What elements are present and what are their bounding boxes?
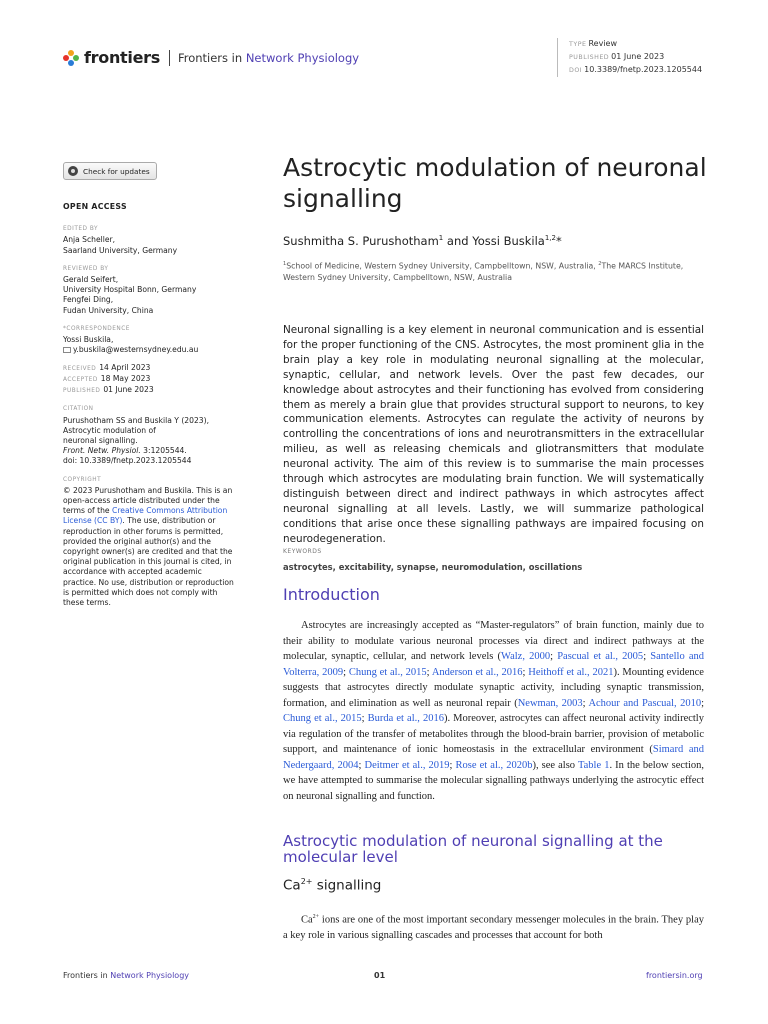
section-heading-molecular: Astrocytic modulation of neuronal signalling at the molecular level bbox=[283, 832, 663, 866]
body-text: ; bbox=[701, 697, 704, 709]
affiliation-marker: 1 bbox=[283, 261, 287, 267]
body-text: ; bbox=[550, 651, 558, 662]
correspondence-email[interactable]: y.buskila@westernsydney.edu.au bbox=[73, 345, 199, 355]
body-text: ; bbox=[449, 759, 456, 771]
footer-journal-name: Network Physiology bbox=[110, 971, 190, 980]
citation-journal: Front. Netw. Physiol. bbox=[63, 446, 141, 456]
heading-text: Ca bbox=[283, 877, 301, 894]
reference-link[interactable]: Anderson et al., 2016 bbox=[431, 666, 523, 678]
meta-published-value: 01 June 2023 bbox=[611, 52, 665, 61]
journal-prefix: Frontiers in bbox=[177, 50, 243, 65]
journal-title: Network Physiology bbox=[245, 50, 360, 65]
accepted-label: ACCEPTED bbox=[63, 377, 98, 384]
body-text: ; bbox=[643, 651, 651, 662]
meta-published bbox=[569, 51, 702, 64]
citation-line: neuronal signalling. bbox=[63, 436, 138, 446]
reference-link[interactable]: Santello and Volterra, 2009 bbox=[283, 651, 705, 678]
reference-link[interactable]: Walz, 2000 bbox=[501, 651, 551, 662]
envelope-icon bbox=[63, 347, 71, 353]
reference-link[interactable]: Chung et al., 2015 bbox=[348, 666, 427, 678]
brand-wordmark: frontiers bbox=[84, 48, 160, 67]
published-value: 01 June 2023 bbox=[103, 385, 154, 395]
reviewer-affiliation: Fudan University, China bbox=[63, 305, 154, 315]
corresponding-marker: * bbox=[555, 234, 562, 248]
reference-link[interactable]: Simard and Nedergaard, 2004 bbox=[283, 744, 704, 771]
body-text: ions are one of the most important secondary messenger molecules in the brain. They play a key role in various signalling cascades and processes that account for both bbox=[283, 914, 704, 941]
meta-doi-value[interactable]: 10.3389/fnetp.2023.1205544 bbox=[584, 65, 703, 74]
check-updates-label: Check for updates bbox=[83, 166, 150, 176]
reference-link[interactable]: Burda et al., 2016 bbox=[367, 713, 444, 724]
body-text: Ca bbox=[301, 914, 313, 926]
copyright-post: . The use, distribution or reproduction in other forums is permitted, provided the original author(s) and the copyright owner(s) are credited and that the original publication in this journal is cited, in accordance with accepted academic practice. No use, distribution or reproduction is permitted which does not comply with these terms. bbox=[63, 516, 234, 608]
author-name[interactable]: Yossi Buskila bbox=[472, 234, 545, 248]
reviewer-affiliation: University Hospital Bonn, Germany bbox=[63, 285, 197, 295]
cc-by-license-link[interactable]: Creative Commons Attribution License (CC BY) bbox=[63, 506, 228, 526]
body-text: ; bbox=[426, 666, 432, 678]
footer-journal-prefix: Frontiers in bbox=[63, 971, 111, 980]
meta-doi-label: DOI bbox=[569, 67, 583, 74]
copyright-label: COPYRIGHT bbox=[63, 476, 102, 483]
heading-superscript: 2+ bbox=[300, 877, 313, 886]
copyright-pre: © 2023 Purushotham and Buskila. This is an open-access article distributed under the terms of the bbox=[63, 485, 233, 516]
footer-journal[interactable] bbox=[63, 971, 189, 980]
body-text: ; bbox=[358, 759, 365, 771]
affiliation-text: The MARCS Institute, Western Sydney University, Campbelltown, NSW, Australia bbox=[283, 261, 684, 282]
accepted-value: 18 May 2023 bbox=[100, 374, 151, 384]
reference-link[interactable]: Chung et al., 2015 bbox=[283, 713, 362, 724]
superscript: 2+ bbox=[312, 914, 320, 920]
body-text: ), see also bbox=[532, 759, 578, 771]
reviewed-by bbox=[63, 264, 235, 316]
affiliations bbox=[283, 259, 708, 283]
edited-by-label: EDITED BY bbox=[63, 226, 99, 233]
reference-link[interactable]: Rose et al., 2020b bbox=[455, 759, 533, 771]
reference-link[interactable]: Heithoff et al., 2021 bbox=[528, 666, 614, 678]
reference-link[interactable]: Newman, 2003 bbox=[517, 697, 583, 709]
meta-doi[interactable] bbox=[569, 64, 702, 77]
keywords: astrocytes, excitability, synapse, neuromodulation, oscillations bbox=[283, 562, 583, 572]
editor-affiliation: Saarland University, Germany bbox=[63, 245, 178, 255]
page-number: 01 bbox=[374, 971, 386, 980]
body-text: . In the below section, we have attempted to summarise the molecular signalling pathways underlying the astrocytic effect on neuronal signalling and function. bbox=[283, 759, 704, 802]
introduction-paragraph bbox=[283, 618, 704, 804]
correspondence-label: *CORRESPONDENCE bbox=[63, 325, 130, 332]
article-title: Astrocytic modulation of neuronal signalling bbox=[283, 153, 707, 213]
body-text: ). Moreover, astrocytes can affect neuronal activity indirectly via regulation of the transfer of metabolites through the blood-brain barrier, provision of metabolic support, and maintenance of ionic homeostasis in the extracellular environment ( bbox=[283, 713, 704, 755]
meta-type-value: Review bbox=[588, 39, 618, 48]
footer-site-link[interactable]: frontiersin.org bbox=[646, 971, 703, 980]
author-affiliation-marker: 1 bbox=[438, 234, 444, 243]
reviewer-name: Gerald Seifert, bbox=[63, 275, 119, 285]
sidebar bbox=[63, 202, 235, 616]
received-label: RECEIVED bbox=[63, 366, 97, 373]
affiliation-text: School of Medicine, Western Sydney University, Campbelltown, NSW, Australia, bbox=[286, 261, 599, 271]
meta-type bbox=[569, 38, 702, 51]
reviewed-by-label: REVIEWED BY bbox=[63, 265, 109, 272]
correspondence bbox=[63, 324, 235, 356]
reference-link[interactable]: Deitmer et al., 2019 bbox=[364, 759, 450, 771]
citation-line: Astrocytic modulation of bbox=[63, 425, 156, 435]
frontiers-logo-icon bbox=[63, 50, 79, 66]
citation-journal-line bbox=[63, 446, 235, 456]
reviewer-name: Fengfei Ding, bbox=[63, 295, 114, 305]
abstract: Neuronal signalling is a key element in neuronal communication and is essential for the proper functioning of the CNS. Astrocytes, the most prominent glia in the brain play a key role in modulating neuronal signalling at the molecular, synaptic, cellular, and network levels. Over the past few decades, our knowledge about astrocytes and their functioning has evolved from considering them as merely a brain glue that provides structural support to neurons, to key communication elements. Astrocytes can regulate the activity of neurons by controlling the concentrations of ions and neurotransmitters in the extracellular milieu, as well as releasing chemicals and gliotransmitters that modulate neuronal activity. The aim of this review is to summarise the main processes through which astrocytes are modulating brain function. We will systematically distinguish between direct and indirect pathways in which astrocytes affect neuronal signalling at all levels. Lastly, we will summarize pathological conditions that arise once these signalling pathways are impaired focusing on neurodegeneration. bbox=[283, 324, 704, 545]
author-name[interactable]: Sushmitha S. Purushotham bbox=[283, 234, 439, 248]
copyright-text bbox=[63, 486, 235, 608]
check-for-updates-button[interactable] bbox=[63, 162, 157, 180]
journal-name[interactable] bbox=[178, 51, 359, 65]
received-date bbox=[63, 363, 235, 374]
header-divider bbox=[169, 50, 170, 66]
editor-name: Anja Scheller, bbox=[63, 235, 116, 245]
article-dates bbox=[63, 363, 235, 396]
reference-link[interactable]: Pascual et al., 2005 bbox=[557, 651, 644, 662]
meta-published-label: PUBLISHED bbox=[569, 54, 610, 61]
subsection-heading-ca-signalling bbox=[283, 877, 381, 894]
author-affiliation-marker: 1,2 bbox=[544, 234, 556, 243]
open-access-label: OPEN ACCESS bbox=[63, 202, 127, 211]
citation-label: CITATION bbox=[63, 406, 94, 413]
keywords-label: KEYWORDS bbox=[283, 548, 322, 555]
body-text: ; bbox=[361, 713, 368, 724]
meta-type-label: TYPE bbox=[569, 41, 587, 48]
correspondence-name: Yossi Buskila, bbox=[63, 335, 114, 345]
article-meta bbox=[557, 38, 702, 77]
received-value: 14 April 2023 bbox=[99, 363, 151, 373]
published-date bbox=[63, 385, 235, 396]
citation bbox=[63, 404, 235, 466]
table-link[interactable]: Table 1 bbox=[577, 759, 610, 771]
section-heading-introduction: Introduction bbox=[283, 585, 380, 604]
published-label: PUBLISHED bbox=[63, 388, 101, 395]
body-text: ). Mounting evidence suggests that astrocytes directly modulate synaptic activity, including synaptic transmission, formation, and elimination as well as neuronal repair ( bbox=[283, 666, 704, 709]
accepted-date bbox=[63, 374, 235, 385]
reference-link[interactable]: Achour and Pascual, 2010 bbox=[588, 697, 702, 709]
authors bbox=[283, 234, 562, 248]
citation-line: Purushotham SS and Buskila Y (2023), bbox=[63, 415, 209, 425]
citation-doi[interactable]: doi: 10.3389/fnetp.2023.1205544 bbox=[63, 456, 192, 466]
edited-by bbox=[63, 224, 235, 256]
body-text: Astrocytes are increasingly accepted as “Master-regulators” of brain function, mainly due to their ability to modulate various neuronal processes via direct and indirect pathways at the molecular, synaptic, cellular, and network levels ( bbox=[283, 620, 704, 662]
body-text: ; bbox=[522, 666, 529, 678]
frontiers-logo[interactable] bbox=[63, 48, 359, 67]
affiliation-marker: 2 bbox=[598, 261, 602, 267]
citation-volume: 3:1205544. bbox=[140, 446, 187, 456]
ca-signalling-paragraph bbox=[283, 910, 704, 944]
body-text: ; bbox=[343, 666, 349, 678]
author-conjunction: and bbox=[443, 234, 473, 248]
update-check-icon bbox=[68, 166, 78, 176]
copyright bbox=[63, 475, 235, 609]
body-text: ; bbox=[582, 697, 589, 709]
heading-text: signalling bbox=[312, 877, 382, 894]
correspondence-email-row[interactable] bbox=[63, 345, 235, 355]
